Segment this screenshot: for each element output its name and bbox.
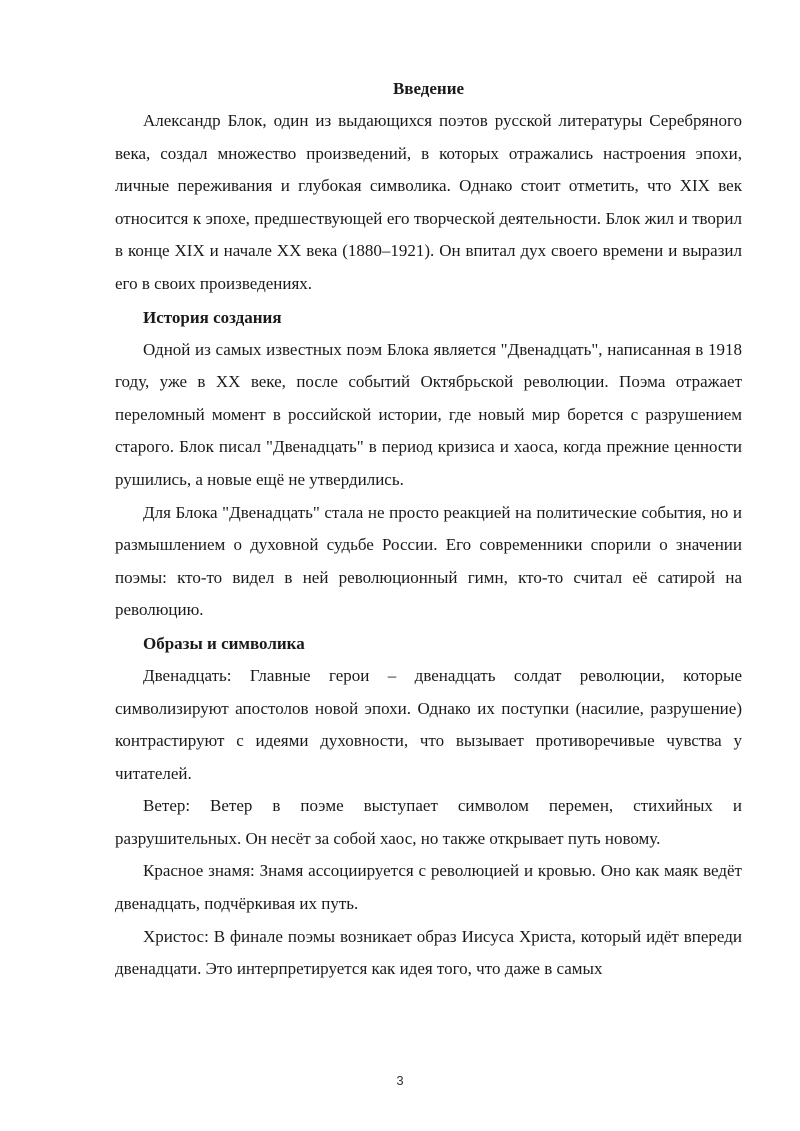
symbols-paragraph-4: Христос: В финале поэмы возникает образ Иисуса Христа, который идёт впереди двенадцати. Это интерпретируется как идея того, что даже в самых — [115, 926, 742, 979]
symbols-paragraph-2: Ветер: Ветер в поэме выступает символом перемен, стихийных и разрушительных. Он несёт за собой хаос, но также открывает путь новому. — [115, 796, 742, 848]
symbols-heading: Образы и символика — [143, 633, 305, 653]
history-heading: История создания — [143, 307, 282, 327]
symbols-paragraph-3: Красное знамя: Знамя ассоциируется с революцией и кровью. Оно как маяк ведёт двенадцать, подчёркивая их путь. — [115, 861, 742, 914]
symbols-paragraph-1: Двенадцать: Главные герои – двенадцать солдат революции, которые символизируют апостолов новой эпохи. Однако их поступки (насилие, разрушение) контрастируют с идеями духовности, что вызывает противоречивые чувства у читателей. — [115, 665, 742, 783]
page-number: 3 — [396, 1073, 404, 1088]
history-paragraph-2: Для Блока "Двенадцать" стала не просто реакцией на политические события, но и размышлением о духовной судьбе России. Его современники спорили о значении поэмы: кто-то видел в ней революционный гимн, кто-то считал её сатирой на революцию. — [115, 502, 742, 620]
document-page — [115, 70, 742, 986]
intro-paragraph: Александр Блок, один из выдающихся поэтов русской литературы Серебряного века, создал множество произведений, в которых отражались настроения эпохи, личные переживания и глубокая символика. Однако стоит отметить, что XIX век относится к эпохе, предшествующей его творческой деятельности. Блок жил и творил в конце XIX и начале XX века (1880–1921). Он впитал дух своего времени и выразил его в своих произведениях. — [115, 111, 742, 293]
intro-heading: Введение — [392, 79, 465, 98]
history-paragraph-1: Одной из самых известных поэм Блока является "Двенадцать", написанная в 1918 году, уже в XX веке, после событий Октябрьской революции. Поэма отражает переломный момент в российской истории, где новый мир борется с разрушением старого. Блок писал "Двенадцать" в период кризиса и хаоса, когда прежние ценности рушились, а новые ещё не утвердились. — [115, 339, 742, 489]
